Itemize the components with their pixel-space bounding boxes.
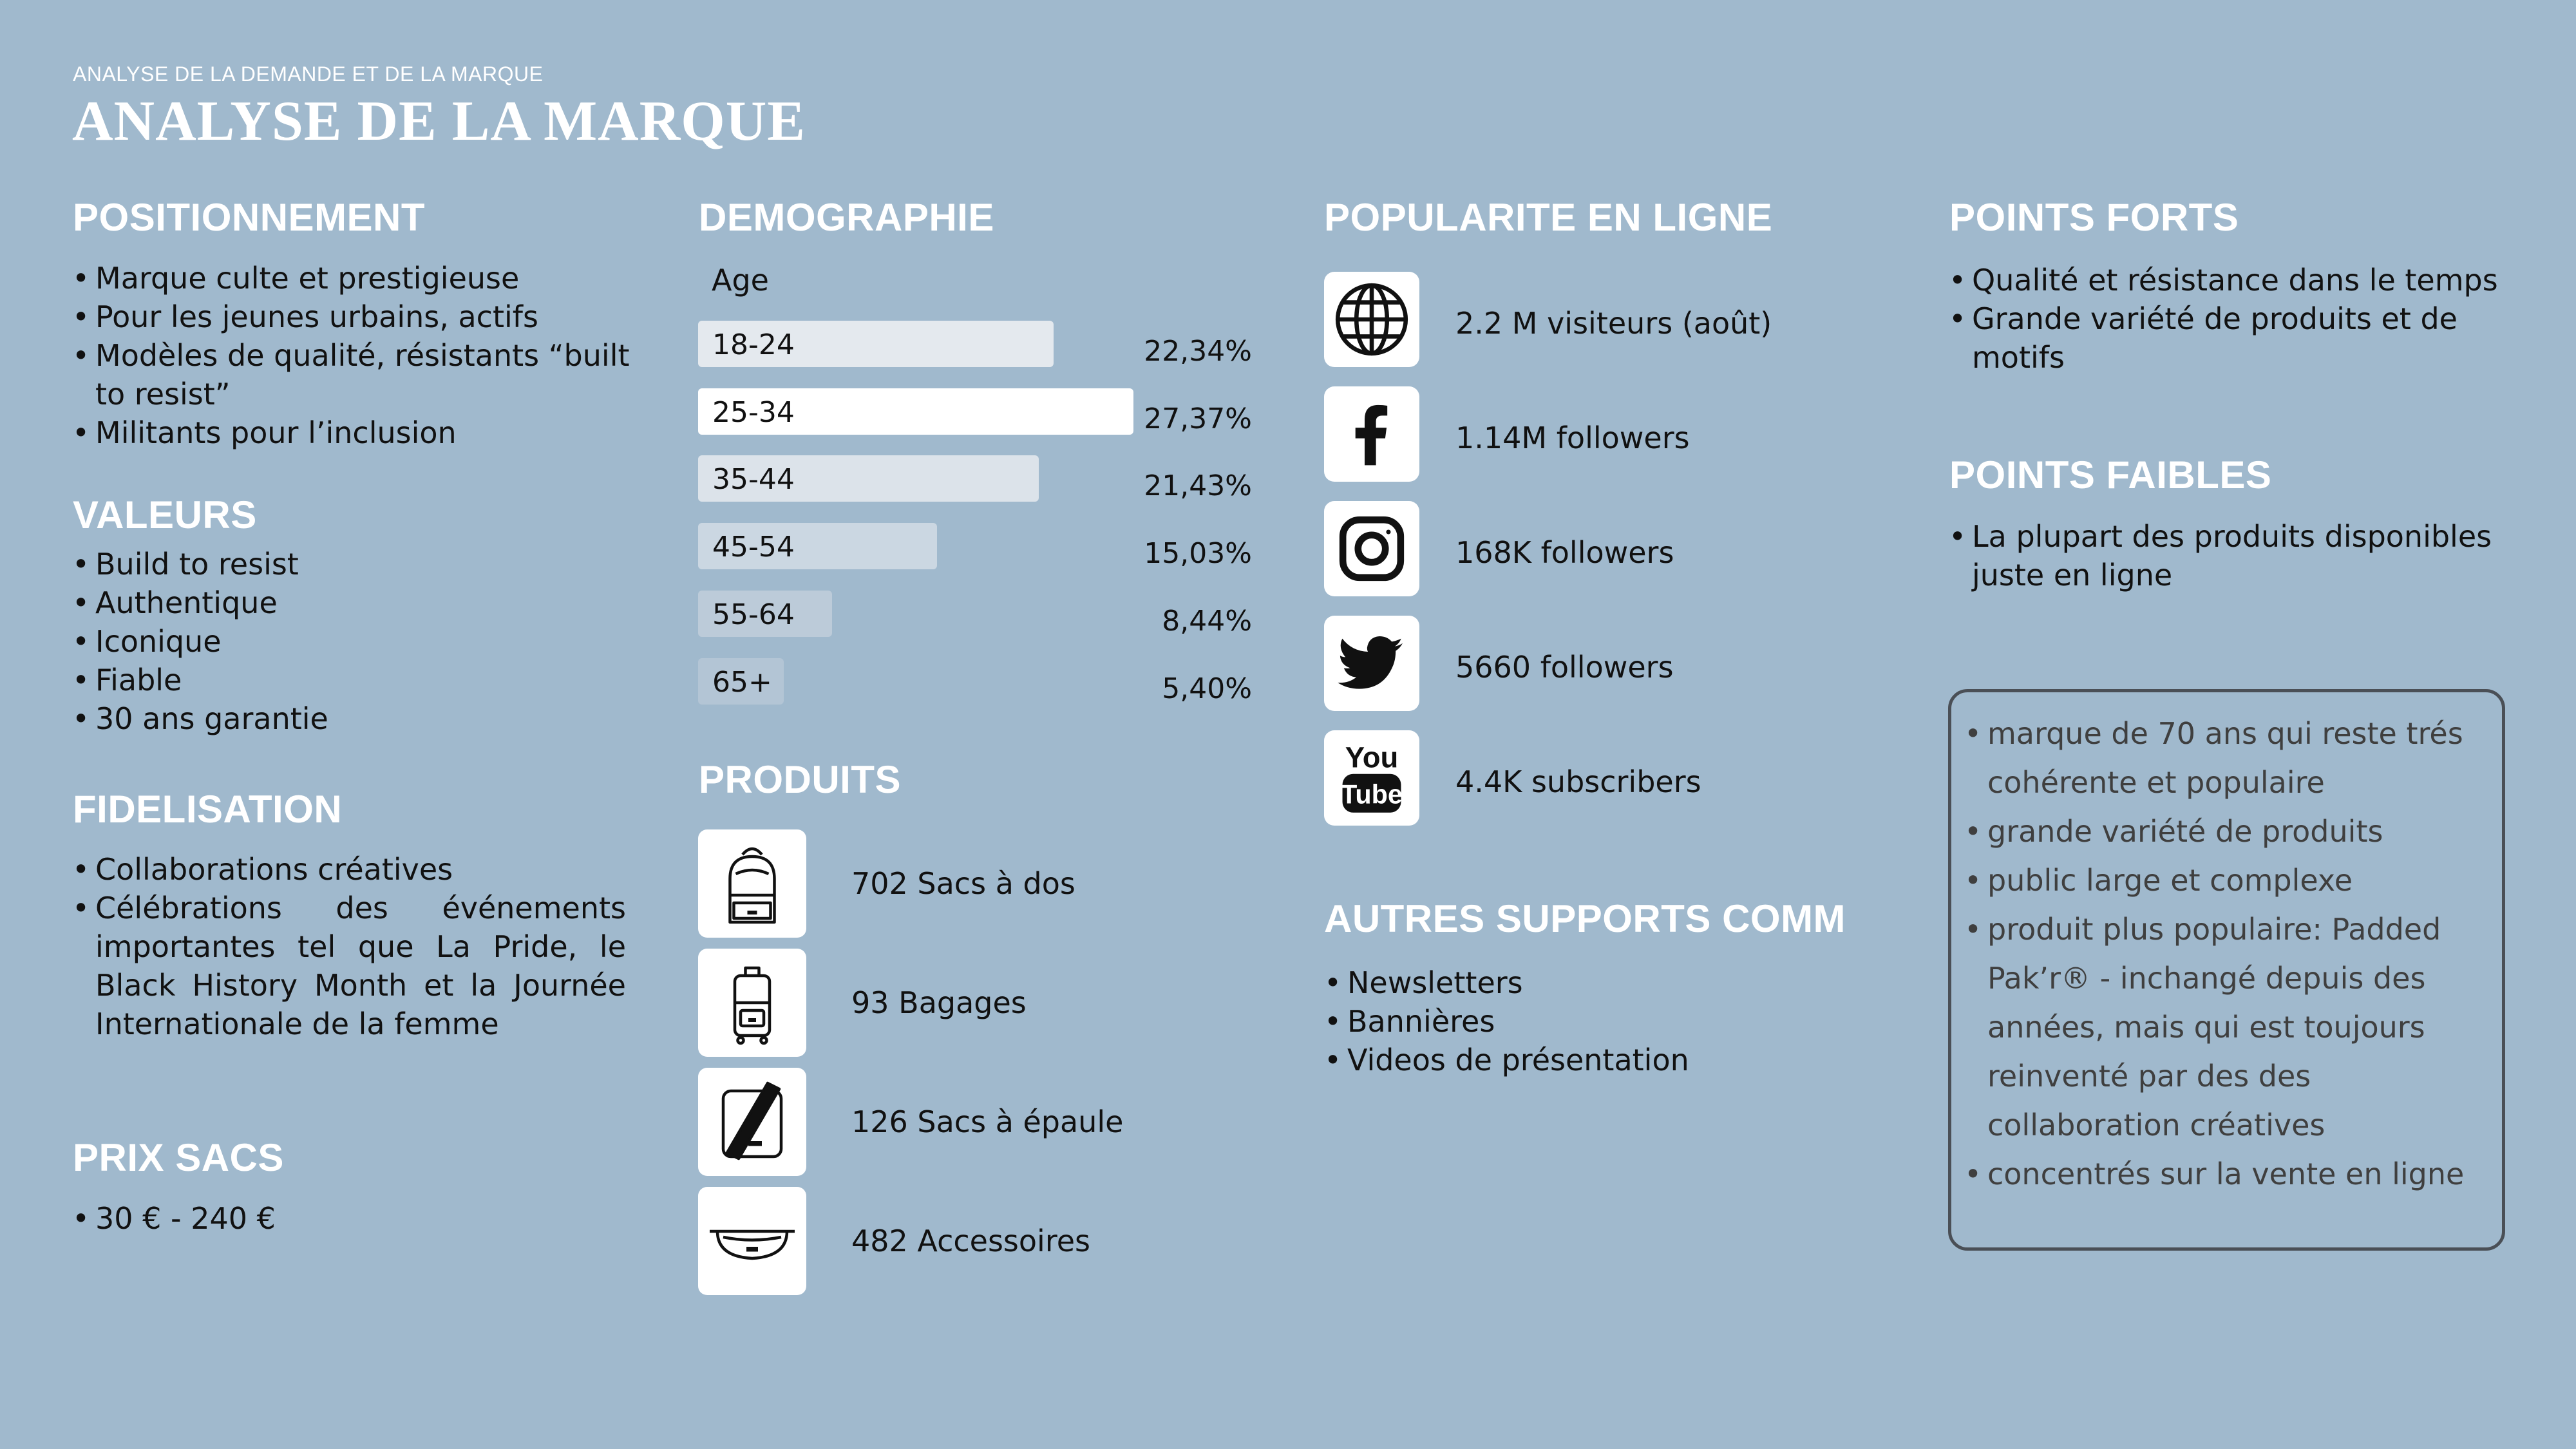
demographie-title: DEMOGRAPHIE — [699, 196, 994, 239]
summary-box — [1948, 689, 2505, 1251]
summary-list — [1963, 709, 2483, 1198]
facebook-icon — [1324, 386, 1419, 482]
age-bar-row — [698, 658, 1252, 705]
product-label: 126 Sacs à épaule — [851, 1104, 1124, 1139]
product-label: 482 Accessoires — [851, 1224, 1090, 1258]
age-bar-label: 55-64 — [712, 598, 795, 631]
age-bar-label: 25-34 — [712, 396, 795, 429]
age-bar-percent: 5,40% — [1162, 672, 1252, 705]
product-label: 702 Sacs à dos — [851, 866, 1075, 901]
list-item: • Newsletters — [1323, 963, 1877, 1002]
page-title: ANALYSE DE LA MARQUE — [72, 90, 806, 153]
popularite-title: POPULARITE EN LIGNE — [1324, 196, 1773, 239]
autres-list — [1323, 963, 1877, 1079]
product-label: 93 Bagages — [851, 985, 1027, 1020]
list-item: • Fiable — [71, 661, 632, 699]
fidelisation-list — [71, 850, 626, 1043]
points-faibles-title: POINTS FAIBLES — [1949, 453, 2272, 497]
age-bar-label: 45-54 — [712, 531, 795, 564]
age-bar-label: 18-24 — [712, 328, 795, 361]
shoulder-bag-icon — [698, 1068, 806, 1176]
positionnement-list — [71, 259, 632, 452]
autres-title: AUTRES SUPPORTS COMM — [1324, 897, 1846, 940]
list-item: • Build to resist — [71, 545, 632, 583]
backpack-icon — [698, 829, 806, 938]
list-item: • La plupart des produits disponibles juste en ligne — [1947, 517, 2514, 594]
youtube-tube-text: Tube — [1341, 779, 1403, 810]
youtube-you-text: You — [1345, 741, 1399, 774]
age-bar-label: 65+ — [712, 666, 772, 699]
age-bar-percent: 27,37% — [1144, 402, 1252, 435]
list-item: • concentrés sur la vente en ligne — [1963, 1150, 2483, 1198]
list-item: • Pour les jeunes urbains, actifs — [71, 298, 632, 336]
waist-bag-icon — [698, 1187, 806, 1295]
social-label: 4.4K subscribers — [1455, 764, 1701, 799]
valeurs-list — [71, 545, 632, 738]
age-bar-row — [698, 321, 1252, 367]
list-item: • public large et complexe — [1963, 856, 2483, 905]
fidelisation-title: FIDELISATION — [73, 788, 343, 831]
globe-icon — [1324, 272, 1419, 367]
points-forts-list — [1947, 261, 2514, 377]
instagram-icon — [1324, 501, 1419, 596]
list-item: • Bannières — [1323, 1002, 1877, 1041]
luggage-icon — [698, 949, 806, 1057]
points-faibles-list — [1947, 517, 2514, 594]
age-label: Age — [712, 263, 769, 298]
age-bar-row — [698, 388, 1252, 435]
valeurs-title: VALEURS — [73, 493, 257, 536]
prix-list — [71, 1199, 632, 1238]
list-item: • Célébrations des événements importantes tel que La Pride, le Black History Month et la Journée Internationale de la femme — [71, 889, 626, 1043]
age-bar-percent: 21,43% — [1144, 469, 1252, 502]
produits-title: PRODUITS — [699, 758, 902, 801]
list-item: • marque de 70 ans qui reste trés cohérente et populaire — [1963, 709, 2483, 807]
list-item: • Qualité et résistance dans le temps — [1947, 261, 2514, 299]
list-item: • Iconique — [71, 622, 632, 661]
social-label: 5660 followers — [1455, 650, 1674, 685]
list-item: • 30 € - 240 € — [71, 1199, 632, 1238]
list-item: • Grande variété de produits et de motifs — [1947, 299, 2514, 377]
prix-title: PRIX SACS — [73, 1136, 284, 1179]
list-item: • Modèles de qualité, résistants “built to resist” — [71, 336, 632, 413]
age-bar-label: 35-44 — [712, 463, 795, 496]
social-label: 2.2 M visiteurs (août) — [1455, 306, 1772, 341]
page-supertitle: ANALYSE DE LA DEMANDE ET DE LA MARQUE — [73, 62, 544, 86]
list-item: • Authentique — [71, 583, 632, 622]
list-item: • Militants pour l’inclusion — [71, 413, 632, 452]
list-item: • Collaborations créatives — [71, 850, 626, 889]
list-item: • produit plus populaire: Padded Pak’r® - inchangé depuis des années, mais qui est toujours reinventé par des des collaboration créatives — [1963, 905, 2483, 1150]
social-label: 168K followers — [1455, 535, 1674, 570]
list-item: • Videos de présentation — [1323, 1041, 1877, 1079]
list-item: • 30 ans garantie — [71, 699, 632, 738]
age-bar-percent: 15,03% — [1144, 537, 1252, 570]
age-bar-percent: 8,44% — [1162, 605, 1252, 638]
age-bar-percent: 22,34% — [1144, 335, 1252, 368]
list-item: • grande variété de produits — [1963, 807, 2483, 856]
social-label: 1.14M followers — [1455, 421, 1690, 455]
youtube-icon — [1324, 730, 1419, 826]
list-item: • Marque culte et prestigieuse — [71, 259, 632, 298]
positionnement-title: POSITIONNEMENT — [73, 196, 426, 239]
age-bar-row — [698, 455, 1252, 502]
age-bar-row — [698, 523, 1252, 569]
age-bar-row — [698, 591, 1252, 637]
twitter-icon — [1324, 616, 1419, 711]
points-forts-title: POINTS FORTS — [1949, 196, 2239, 239]
